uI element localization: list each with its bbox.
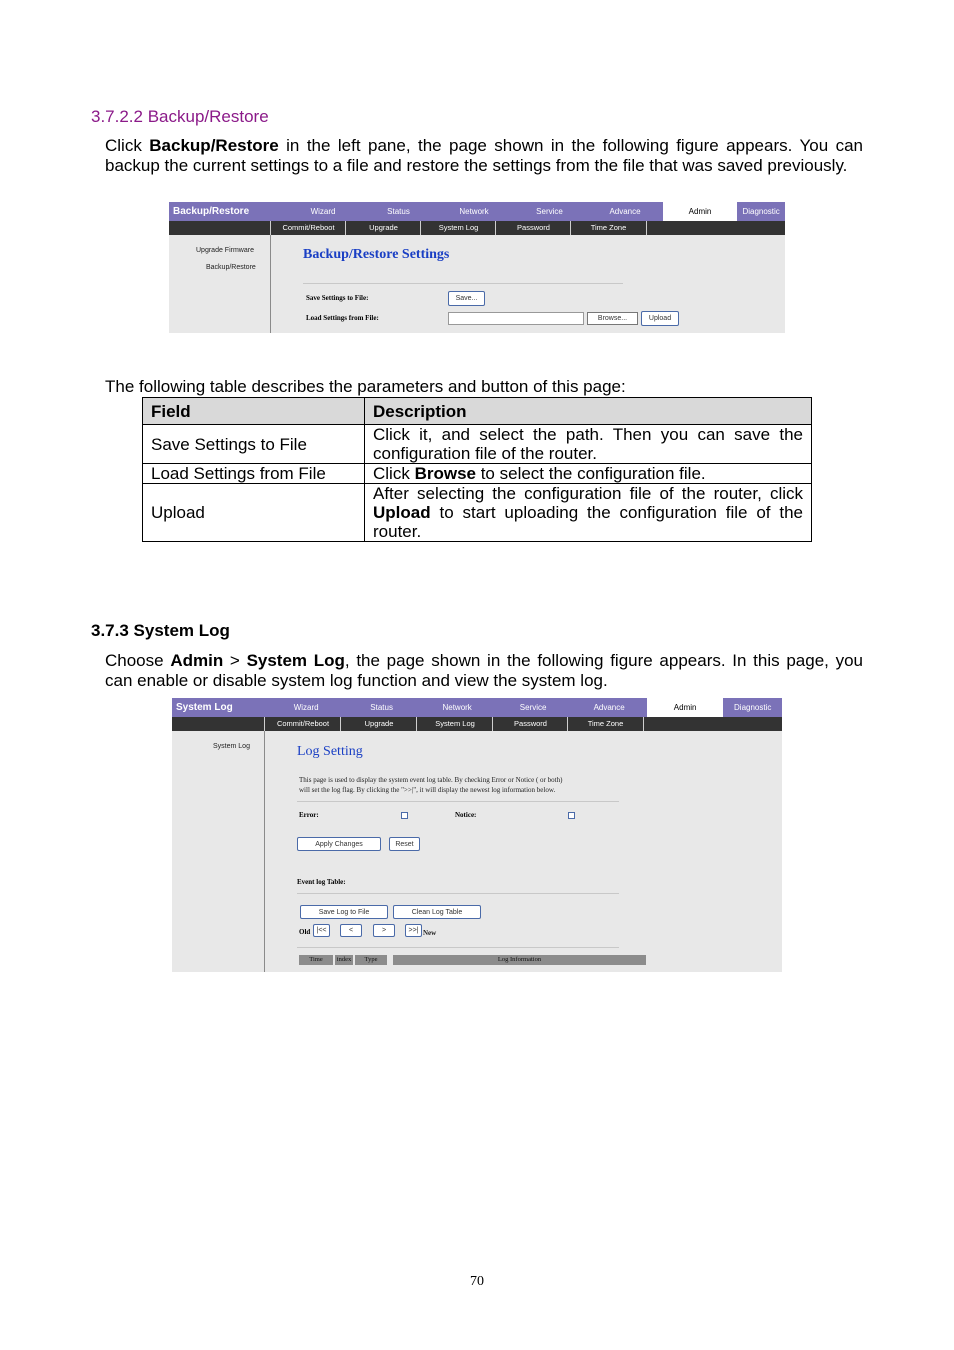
notice-label: Notice: [455,811,477,819]
tab-wizard[interactable]: Wizard [310,207,336,216]
clean-log-button[interactable]: Clean Log Table [393,905,481,919]
left-item-system-log[interactable]: System Log [213,743,250,750]
divider [303,283,623,284]
column-log-information: Log Information [497,956,542,963]
tab-diagnostic[interactable]: Diagnostic [734,703,772,712]
description-cell [365,484,812,542]
save-log-button[interactable]: Save Log to File [300,905,388,919]
save-settings-label: Save Settings to File: [306,294,369,302]
old-label: Old [299,928,311,936]
sub-nav [172,717,782,731]
tab-advance[interactable]: Advance [593,703,625,712]
description-cell [365,464,812,484]
top-nav [172,698,782,717]
tab-admin[interactable]: Admin [663,202,738,221]
column-time: Time [299,955,335,965]
table-row [143,425,812,464]
page-number: 70 [470,1274,484,1289]
table-header-row [143,398,812,425]
section-title-system-log: 3.7.3 System Log [91,621,230,640]
column-type: Type [355,955,393,965]
text-run: After selecting the configuration file of the router, click [373,484,803,503]
backup-restore-intro [105,136,863,175]
error-checkbox[interactable] [401,812,408,819]
tab-network[interactable]: Network [442,703,472,712]
system-log-intro [105,651,863,690]
text-run: Click [373,464,415,483]
table-intro: The following table describes the parameters and button of this page: [105,377,626,396]
text-run: > [223,651,247,670]
new-label: New [423,929,437,937]
text-run: to start uploading the configuration file of the router. [373,503,803,541]
tab-admin[interactable]: Admin [647,698,724,717]
page-title: Backup/Restore Settings [303,247,450,262]
parameter-table [142,397,812,542]
reset-button[interactable]: Reset [389,837,420,851]
tab-diagnostic[interactable]: Diagnostic [742,207,780,216]
subtab-commit-reboot[interactable]: Commit/Reboot [264,717,341,731]
nav-brand: Backup/Restore [173,206,250,217]
divider [297,801,619,802]
table-row [143,464,812,484]
subtab-time-zone[interactable]: Time Zone [567,717,644,731]
left-item-upgrade-firmware[interactable]: Upgrade Firmware [196,247,254,254]
bold-term: Admin [170,651,224,670]
subtab-password[interactable]: Password [492,717,568,731]
page-title: Log Setting [297,744,363,759]
tab-advance[interactable]: Advance [609,207,641,216]
field-cell: Load Settings from File [143,464,365,484]
tab-network[interactable]: Network [459,207,489,216]
divider [297,893,619,894]
prev-page-button[interactable]: < [340,924,362,937]
file-path-input[interactable] [448,312,584,325]
description-line-2: will set the log flag. By clicking the ">>|", it will display the newest log information below. [299,786,556,794]
bold-term: Upload [373,503,431,522]
column-index: index [335,955,355,965]
tab-wizard[interactable]: Wizard [293,703,319,712]
event-log-label: Event log Table: [297,878,346,886]
save-button[interactable]: Save... [448,291,485,306]
divider [297,947,619,948]
section-title-backup-restore: 3.7.2.2 Backup/Restore [91,107,269,126]
text-run: Choose [105,651,171,670]
header-field: Field [143,398,365,425]
error-label: Error: [299,811,319,819]
upload-button[interactable]: Upload [641,311,679,326]
subtab-system-log[interactable]: System Log [420,221,496,235]
log-table-header [299,955,646,965]
sub-nav [169,221,785,235]
description-line-1: This page is used to display the system event log table. By checking Error or Notice ( or both) [299,776,563,784]
text-run: in the left pane, the page shown in the following figure appears. You can backup the current settings to a file and restore the settings from the file that was saved previously. [105,136,863,175]
browse-button[interactable]: Browse... [587,312,638,325]
field-cell: Save Settings to File [143,425,365,464]
tab-status[interactable]: Status [370,703,393,712]
bold-term: Backup/Restore [149,136,279,155]
subtab-time-zone[interactable]: Time Zone [570,221,647,235]
bold-term: System Log [246,651,345,670]
tab-service[interactable]: Service [536,207,563,216]
backup-restore-screenshot [169,202,785,333]
bold-term: Browse [414,464,476,483]
text-run: Click [105,136,150,155]
top-nav [169,202,785,221]
subtab-upgrade[interactable]: Upgrade [345,221,421,235]
nav-brand: System Log [176,702,233,713]
apply-changes-button[interactable]: Apply Changes [297,837,381,851]
text-run: , the page shown in the following figure appears. In this page, you can enable or disable system log function and view the system log. [105,651,864,690]
system-log-screenshot [172,698,782,972]
subtab-password[interactable]: Password [495,221,571,235]
subtab-system-log[interactable]: System Log [416,717,493,731]
subtab-upgrade[interactable]: Upgrade [340,717,417,731]
load-settings-label: Load Settings from File: [306,314,379,322]
text-run: Click it, and select the path. Then you can save the configuration file of the router. [373,425,803,463]
left-pane [172,731,265,972]
text-run: to select the configuration file. [475,464,706,483]
description-cell [365,425,812,464]
tab-service[interactable]: Service [519,703,547,712]
field-cell: Upload [143,484,365,542]
left-item-backup-restore[interactable]: Backup/Restore [206,264,256,271]
table-row [143,484,812,542]
last-page-button[interactable]: >>| [405,924,422,937]
header-description: Description [365,398,812,425]
notice-checkbox[interactable] [568,812,575,819]
subtab-commit-reboot[interactable]: Commit/Reboot [270,221,346,235]
next-page-button[interactable]: > [373,924,395,937]
first-page-button[interactable]: |<< [313,924,330,937]
left-pane [169,235,271,333]
tab-status[interactable]: Status [387,207,410,216]
